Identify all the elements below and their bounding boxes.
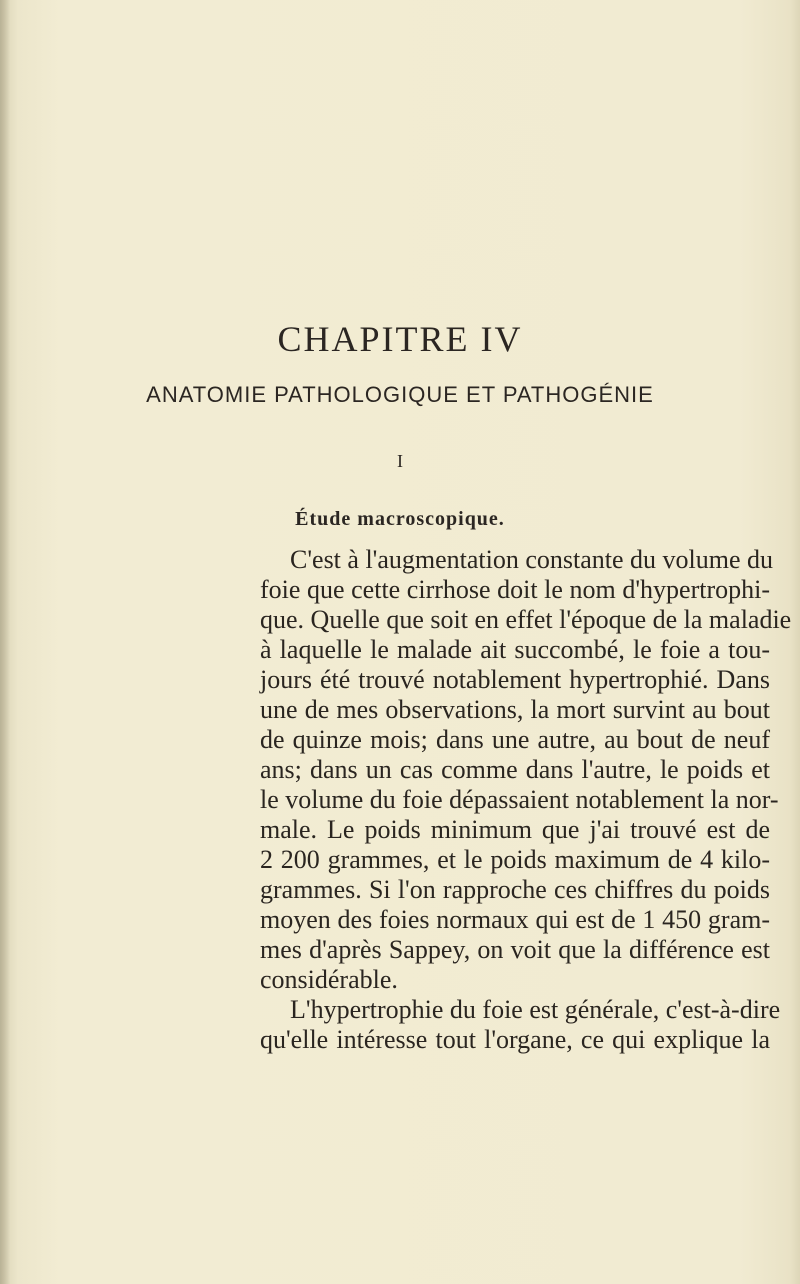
part-number: I bbox=[397, 451, 403, 471]
text-line: L'hypertrophie du foie est générale, c'est-à-dire bbox=[290, 995, 781, 1024]
text-line: moyen des foies normaux qui est de 1 450 gram- bbox=[260, 905, 770, 934]
chapter-title: CHAPITRE IV bbox=[277, 319, 523, 359]
text-line: ans; dans un cas comme dans l'autre, le poids et bbox=[260, 755, 770, 784]
text-line: male. Le poids minimum que j'ai trouvé est de bbox=[260, 815, 770, 844]
text-line: le volume du foie dépassaient notablement la nor- bbox=[260, 785, 779, 814]
text-line: que. Quelle que soit en effet l'époque de la maladie bbox=[260, 605, 792, 634]
text-line: à laquelle le malade ait succombé, le foie a tou- bbox=[260, 635, 770, 664]
page-gutter-shadow bbox=[0, 0, 10, 1284]
text-line: considérable. bbox=[260, 965, 398, 994]
text-line: jours été trouvé notablement hypertrophié. Dans bbox=[260, 665, 770, 694]
text-line: grammes. Si l'on rapproche ces chiffres du poids bbox=[260, 875, 770, 904]
section-subtitle: Étude macroscopique. bbox=[295, 508, 505, 530]
text-line: qu'elle intéresse tout l'organe, ce qui explique la bbox=[260, 1025, 770, 1054]
text-line: de quinze mois; dans une autre, au bout de neuf bbox=[260, 725, 770, 754]
text-line: mes d'après Sappey, on voit que la différence est bbox=[260, 935, 770, 964]
text-line: foie que cette cirrhose doit le nom d'hypertrophi- bbox=[260, 575, 770, 604]
section-heading: ANATOMIE PATHOLOGIQUE ET PATHOGÉNIE bbox=[146, 382, 654, 407]
text-line: C'est à l'augmentation constante du volume du bbox=[290, 545, 774, 574]
text-line: une de mes observations, la mort survint au bout bbox=[260, 695, 770, 724]
text-line: 2 200 grammes, et le poids maximum de 4 kilo- bbox=[260, 845, 770, 874]
